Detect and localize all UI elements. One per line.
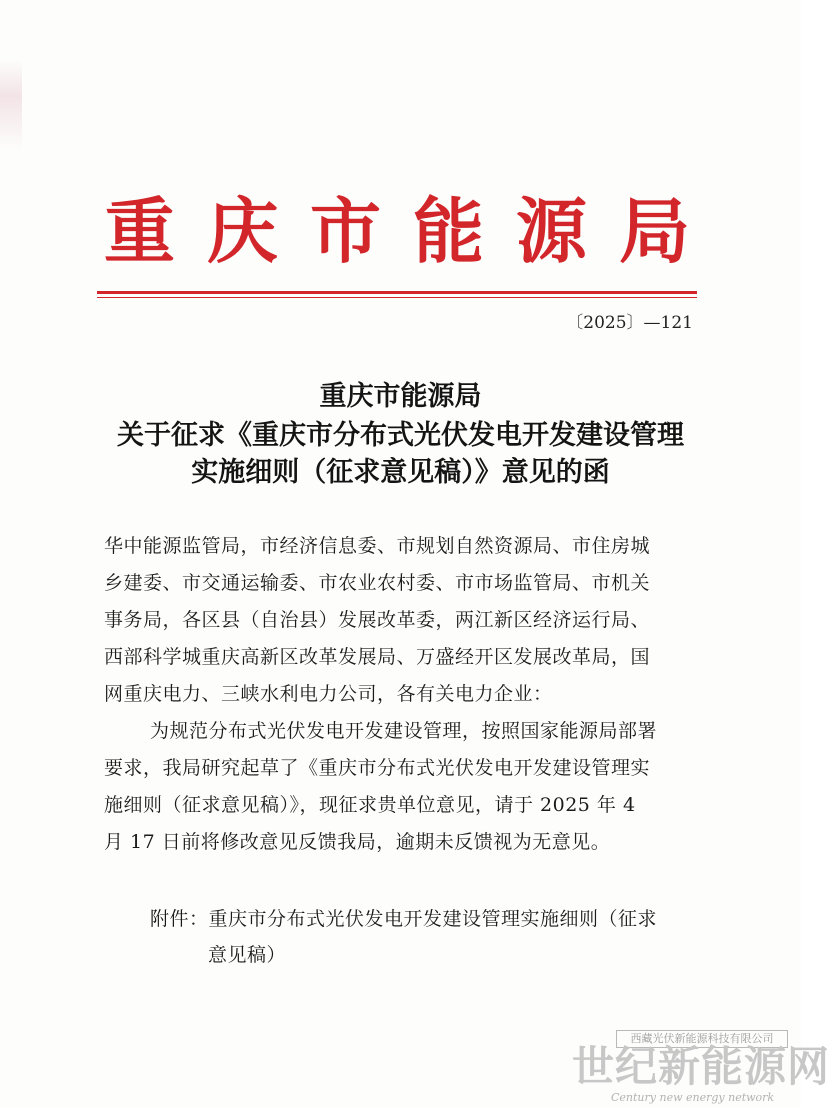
body-paragraph-line: 施细则（征求意见稿）》，现征求贵单位意见，请于 2025 年 4 bbox=[104, 794, 636, 816]
document-number: 〔2025〕—121 bbox=[566, 313, 693, 333]
recipients-line: 事务局，各区县（自治县）发展改革委，两江新区经济运行局、 bbox=[104, 609, 651, 631]
watermark-company-box: 西藏光伏新能源科技有限公司 bbox=[616, 1030, 788, 1048]
body-paragraph-line: 要求，我局研究起草了《重庆市分布式光伏发电开发建设管理实 bbox=[104, 757, 651, 779]
document-title-line-2: 关于征求《重庆市分布式光伏发电开发建设管理 bbox=[117, 420, 684, 451]
document-title-line-1: 重庆市能源局 bbox=[319, 381, 482, 412]
scan-edge-mark bbox=[0, 60, 22, 150]
attachment-line: 附件：重庆市分布式光伏发电开发建设管理实施细则（征求 bbox=[150, 908, 658, 930]
recipients-line: 乡建委、市交通运输委、市农业农村委、市市场监管局、市机关 bbox=[104, 572, 651, 594]
document-title-line-3: 实施细则（征求意见稿）》意见的函 bbox=[191, 457, 610, 488]
recipients-line: 华中能源监管局，市经济信息委、市规划自然资源局、市住房城 bbox=[104, 535, 651, 557]
recipients-line: 网重庆电力、三峡水利电力公司，各有关电力企业： bbox=[104, 683, 553, 705]
watermark-english-text: Century new energy network bbox=[611, 1091, 775, 1104]
letterhead-red-rule bbox=[97, 291, 697, 294]
attachment-line: 意见稿） bbox=[208, 944, 287, 966]
body-paragraph-line: 月 17 日前将修改意见反馈我局，逾期未反馈视为无意见。 bbox=[104, 831, 611, 853]
letterhead-red-rule-thin bbox=[97, 297, 697, 298]
agency-letterhead: 重庆市能源局 bbox=[104, 190, 723, 273]
body-paragraph-line: 为规范分布式光伏发电开发建设管理，按照国家能源局部署 bbox=[150, 720, 658, 742]
recipients-line: 西部科学城重庆高新区改革发展局、万盛经开区发展改革局，国 bbox=[104, 646, 651, 668]
watermark-logo-text: 世纪新能源网 bbox=[572, 1042, 830, 1091]
